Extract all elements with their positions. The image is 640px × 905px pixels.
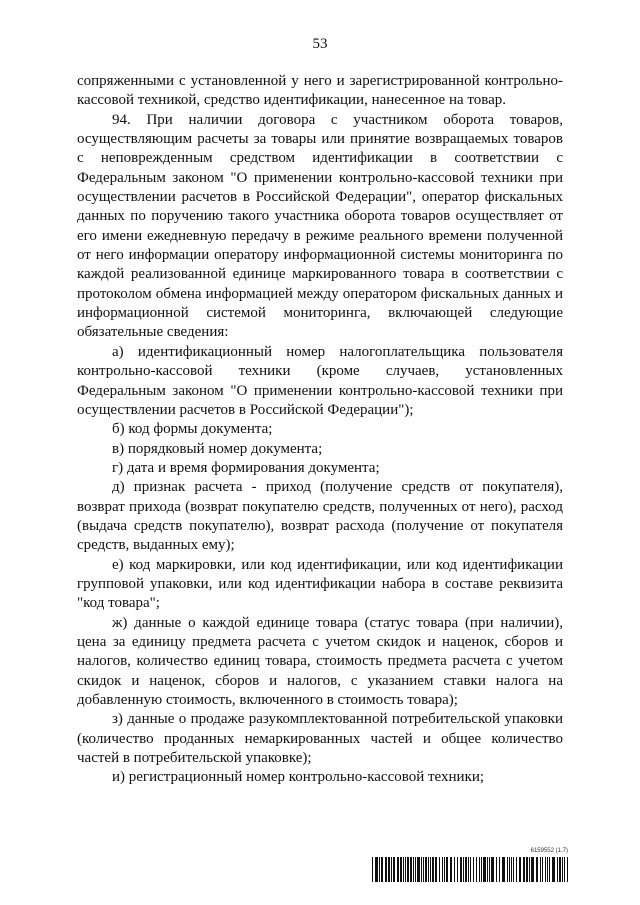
subitem-a: а) идентификационный номер налогоплательщика пользователя контрольно-кассовой техники (кроме случаев, установленных Федеральным законом "О применении контрольно-кассовой техники при осуществлении расчетов в Российской Федерации"); <box>77 343 563 418</box>
barcode-icon <box>372 857 568 882</box>
paragraph-item-94: 94. При наличии договора с участником оборота товаров, осуществляющим расчеты за товары или принятие возвращаемых товаров с неповрежденным средством идентификации в соответствии с Федеральным законом "О применении контрольно-кассовой техники при осуществлении расчетов в Российской Федерации", оператор фискальных данных по поручению такого участника оборота товаров осуществляет от его имени ежедневную передачу в режиме реального времени полученной от него информации оператору информационной системы мониторинга по каждой реализованной единице маркированного товара в соответствии с протоколом обмена информацией между оператором фискальных данных и информационной системой мониторинга, включающей следующие обязательные сведения: <box>77 111 563 341</box>
document-body <box>77 72 563 788</box>
subitem-g: г) дата и время формирования документа; <box>112 459 380 476</box>
subitem-e: е) код маркировки, или код идентификации, или код идентификации групповой упаковки, или код идентификации набора в составе реквизита "код товара"; <box>77 556 563 612</box>
page-number: 53 <box>312 36 328 52</box>
subitem-v: в) порядковый номер документа; <box>112 440 323 457</box>
subitem-b: б) код формы документа; <box>112 421 273 438</box>
barcode-code-text: 6159552 (1.7) <box>530 848 568 854</box>
subitem-z: з) данные о продаже разукомплектованной потребительской упаковки (количество проданных немаркированных частей и общее количество частей в потребительской упаковке); <box>77 711 563 767</box>
subitem-d: д) признак расчета - приход (получение средств от покупателя), возврат прихода (возврат покупателю средств, полученных от него), расход (выдача средств покупателю), возврат расхода (получение от покупателя средств, выданных ему); <box>77 479 563 554</box>
subitem-zh: ж) данные о каждой единице товара (статус товара (при наличии), цена за единицу предмета расчета с учетом скидок и наценок, сборов и налогов, количество единиц товара, стоимость предмета расчета с учетом скидок и наценок, сборов и налогов, с указанием ставки налога на добавленную стоимость, включенного в стоимость товара); <box>77 614 563 708</box>
document-barcode <box>372 848 568 882</box>
paragraph-continuation: сопряженными с установленной у него и зарегистрированной контрольно-кассовой техникой, средство идентификации, нанесенное на товар. <box>77 73 563 109</box>
subitem-i: и) регистрационный номер контрольно-кассовой техники; <box>112 769 485 786</box>
